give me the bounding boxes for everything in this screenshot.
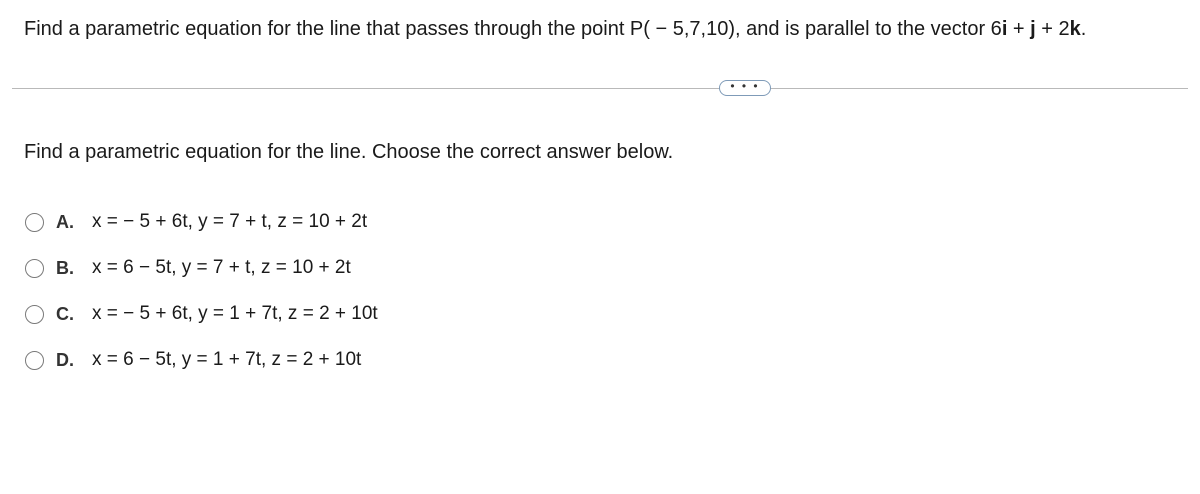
option-text: x = − 5 + 6t, y = 7 + t, z = 10 + 2t <box>92 211 368 232</box>
option-letter: B. <box>56 257 74 278</box>
vector-i: i <box>1001 18 1008 40</box>
option-a[interactable] <box>25 199 378 245</box>
option-c[interactable] <box>25 291 378 337</box>
answer-prompt: Find a parametric equation for the line. Choose the correct answer below. <box>24 141 674 163</box>
question-plus-2: + 2 <box>1035 18 1070 40</box>
option-letter: A. <box>56 211 74 232</box>
expand-ellipsis-button[interactable]: • • • <box>719 80 771 96</box>
option-letter: C. <box>56 303 74 324</box>
radio-button-icon[interactable] <box>25 259 44 278</box>
section-divider <box>12 88 1188 89</box>
question-period: . <box>1080 18 1087 40</box>
option-text: x = − 5 + 6t, y = 1 + 7t, z = 2 + 10t <box>92 303 378 324</box>
answer-options <box>25 199 378 383</box>
radio-button-icon[interactable] <box>25 351 44 370</box>
radio-button-icon[interactable] <box>25 213 44 232</box>
option-letter: D. <box>56 349 74 370</box>
vector-j: j <box>1030 18 1036 40</box>
question-plus-1: + <box>1007 18 1031 40</box>
question-text-main: Find a parametric equation for the line that passes through the point P( − 5,7,10), and is parallel to the vector 6 <box>24 18 1002 40</box>
question-text <box>24 15 1086 43</box>
option-text: x = 6 − 5t, y = 7 + t, z = 10 + 2t <box>92 257 351 278</box>
radio-button-icon[interactable] <box>25 305 44 324</box>
option-b[interactable] <box>25 245 378 291</box>
vector-k: k <box>1069 18 1081 40</box>
option-d[interactable] <box>25 337 378 383</box>
option-text: x = 6 − 5t, y = 1 + 7t, z = 2 + 10t <box>92 349 362 370</box>
